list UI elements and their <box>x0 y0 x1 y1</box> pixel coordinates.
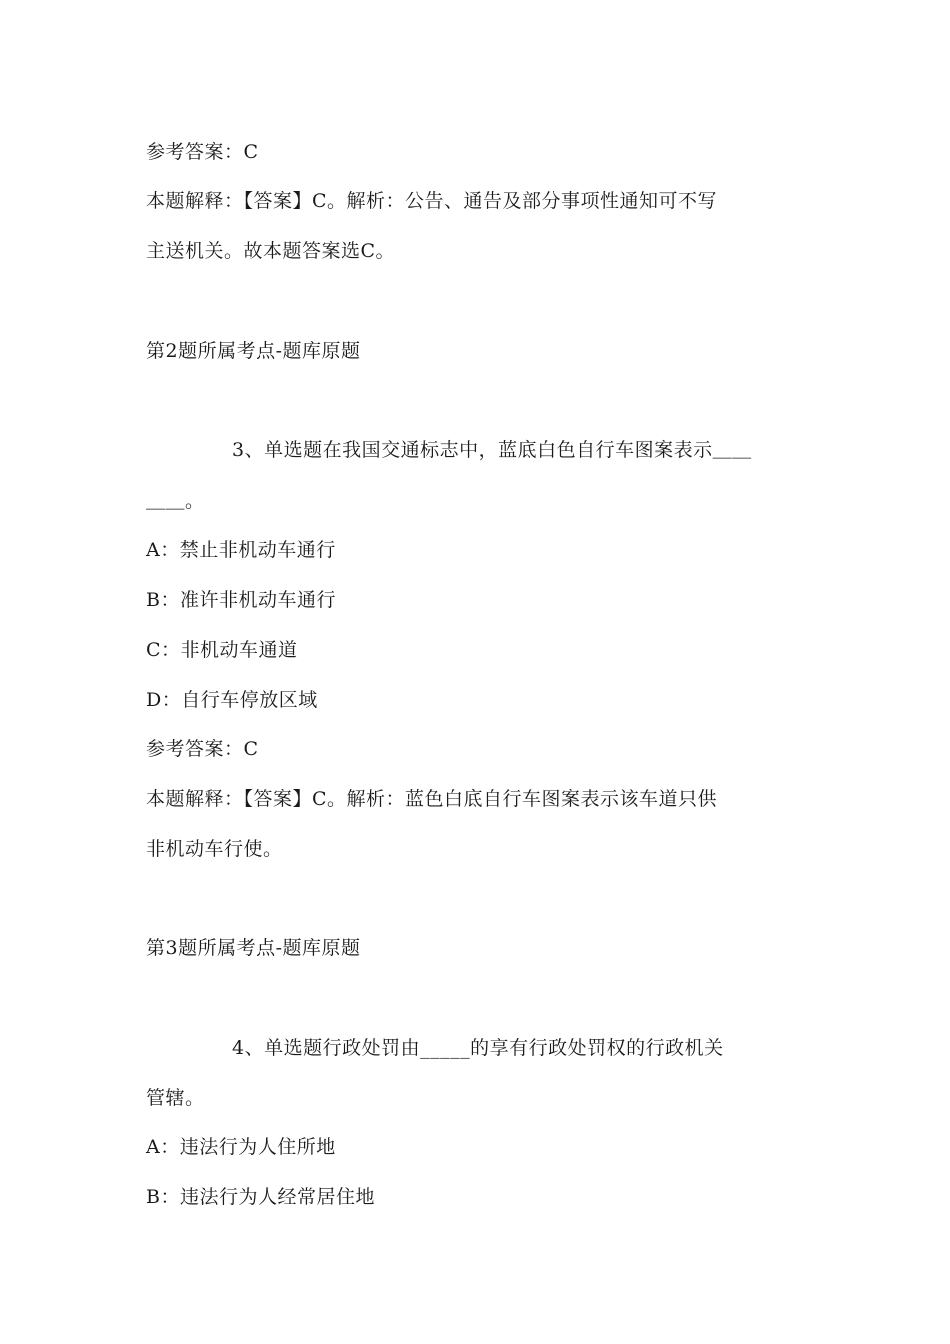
q2-source: 第2题所属考点-题库原题 <box>146 340 361 362</box>
q4-option-b: B：违法行为人经常居住地 <box>146 1186 375 1208</box>
q3-explanation-line2: 非机动车行使。 <box>146 838 283 860</box>
q3-option-a: A：禁止非机动车通行 <box>146 539 336 561</box>
q3-stem-line1: 3、单选题在我国交通标志中，蓝底白色自行车图案表示＿＿ <box>232 439 752 461</box>
q3-source: 第3题所属考点-题库原题 <box>146 937 361 959</box>
q3-answer: 参考答案：C <box>146 738 259 760</box>
q3-option-b: B：准许非机动车通行 <box>146 589 336 611</box>
q4-option-a: A：违法行为人住所地 <box>146 1136 336 1158</box>
q4-stem-line1: 4、单选题行政处罚由_____的享有行政处罚权的行政机关 <box>232 1037 724 1059</box>
q3-stem-line2: ＿＿。 <box>146 490 205 512</box>
q2-answer: 参考答案：C <box>146 141 259 163</box>
q2-explanation-line1: 本题解释：【答案】C。解析：公告、通告及部分事项性通知可不写 <box>146 190 718 212</box>
q3-explanation-line1: 本题解释：【答案】C。解析：蓝色白底自行车图案表示该车道只供 <box>146 788 718 810</box>
q2-explanation-line2: 主送机关。故本题答案选C。 <box>146 240 396 262</box>
q3-option-d: D：自行车停放区域 <box>146 689 318 711</box>
q3-option-c: C：非机动车通道 <box>146 639 298 661</box>
q4-stem-line2: 管辖。 <box>146 1087 205 1109</box>
